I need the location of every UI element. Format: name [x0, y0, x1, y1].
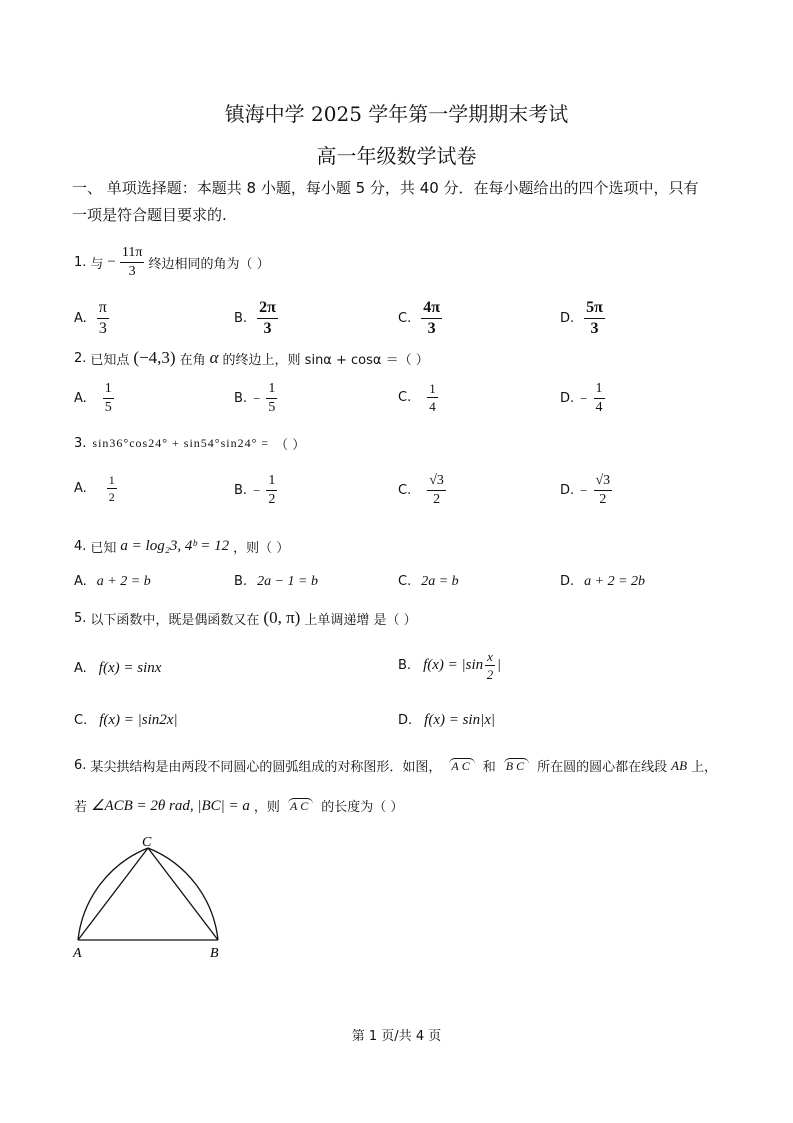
option-label: D.	[560, 391, 575, 406]
option-fraction	[584, 300, 605, 337]
angle-fraction	[120, 246, 145, 279]
option-d[interactable]	[560, 382, 605, 415]
option-fraction	[421, 300, 442, 337]
option-a[interactable]	[74, 574, 151, 590]
point-coordinates: (−4,3)	[133, 348, 176, 367]
interval: (0, π)	[263, 608, 301, 627]
question-number: 5.	[74, 610, 87, 626]
fraction-denominator: 2	[433, 492, 441, 507]
option-label: B.	[234, 311, 248, 326]
option-fraction	[103, 382, 114, 415]
fraction-numerator: 4π	[421, 300, 442, 319]
option-label: B.	[234, 483, 248, 498]
question-text: 上，	[691, 760, 718, 775]
question-6-line2	[74, 796, 403, 815]
fraction-numerator: x	[487, 649, 493, 664]
fraction-numerator: 11π	[120, 246, 145, 263]
fraction-numerator: π	[97, 300, 109, 319]
label-c: C	[142, 835, 152, 850]
question-text: 终边相同的角为（ ）	[148, 257, 270, 272]
option-text-post: |	[496, 657, 502, 673]
option-label: A.	[74, 391, 87, 406]
option-label: C.	[398, 574, 412, 589]
option-a[interactable]	[74, 382, 114, 415]
option-b[interactable]	[234, 474, 277, 507]
option-label: A.	[74, 311, 87, 326]
option-sign: −	[253, 482, 261, 498]
option-text: 2a = b	[421, 574, 459, 589]
option-text: a + 2 = b	[96, 574, 151, 589]
question-text: 的长度为（ ）	[321, 800, 404, 815]
fraction-denominator: 5	[268, 400, 276, 415]
option-sign: −	[580, 390, 588, 406]
option-fraction	[594, 382, 605, 415]
arc-bc: BC	[505, 758, 528, 773]
fraction-numerator: 1	[429, 381, 436, 396]
segment-bc-line	[148, 848, 218, 940]
question-6-line1	[74, 756, 717, 775]
option-label: A.	[74, 481, 87, 496]
option-fraction	[107, 474, 117, 503]
fraction-denominator: 3	[128, 264, 136, 279]
fraction-numerator: 1	[266, 474, 277, 491]
label-a: A	[73, 946, 82, 961]
fraction-numerator: 1	[266, 382, 277, 399]
question-5-options	[74, 650, 734, 740]
fraction-numerator: √3	[427, 474, 446, 491]
option-a[interactable]	[74, 474, 117, 503]
option-c[interactable]	[74, 712, 178, 729]
question-text: 以下函数中，既是偶函数又在	[90, 612, 260, 628]
fraction-numerator: 2π	[257, 300, 278, 319]
option-d[interactable]	[560, 474, 612, 507]
option-text: a + 2 = 2b	[584, 574, 646, 589]
question-4	[74, 537, 289, 556]
option-fraction	[97, 300, 109, 337]
trig-expression: sin36°cos24° + sin54°sin24° =	[92, 436, 270, 450]
fraction-denominator: 3	[98, 320, 107, 337]
fraction-numerator: 5π	[584, 300, 605, 319]
pointed-arch-figure	[66, 834, 236, 964]
question-text: 已知	[90, 541, 117, 556]
fraction-denominator: 2	[108, 490, 115, 504]
question-5	[74, 608, 417, 628]
option-fraction	[485, 650, 495, 681]
question-text: 与	[90, 257, 104, 272]
option-b[interactable]	[398, 650, 501, 681]
option-d[interactable]	[560, 300, 605, 337]
fraction-denominator: 2	[268, 492, 276, 507]
question-number: 2.	[74, 350, 87, 366]
fraction-denominator: 3	[427, 320, 436, 337]
question-text: ，则（ ）	[233, 541, 290, 556]
option-a[interactable]	[74, 660, 161, 677]
question-number: 1.	[74, 255, 87, 270]
fraction-denominator: 2	[599, 492, 607, 507]
fraction-denominator: 4	[429, 399, 436, 414]
option-fraction	[257, 300, 278, 337]
page-footer: 第 1 页/共 4 页	[351, 1029, 442, 1044]
fraction-denominator: 3	[263, 320, 272, 337]
option-fraction	[266, 474, 277, 507]
question-1	[74, 246, 270, 279]
question-text: 已知点	[90, 352, 130, 368]
option-text: 2a − 1 = b	[257, 574, 318, 589]
option-b[interactable]	[234, 300, 278, 337]
question-number: 3.	[74, 436, 87, 451]
option-fraction	[427, 382, 438, 413]
question-text: 某尖拱结构是由两段不同圆心的圆弧组成的对称图形．如图，	[90, 760, 442, 775]
question-text: 的终边上，则 sinα + cosα ＝（ ）	[222, 352, 429, 368]
option-label: D.	[560, 311, 575, 326]
fraction-numerator: 1	[103, 382, 114, 399]
option-label: C.	[398, 483, 412, 498]
option-label: B.	[234, 391, 248, 406]
fraction-numerator: 1	[108, 473, 115, 487]
option-fraction	[427, 474, 446, 507]
angle-sign: −	[107, 254, 116, 270]
option-d[interactable]	[398, 712, 495, 729]
math-expression: ∠ACB = 2θ rad, |BC| = a	[91, 798, 250, 814]
exam-title: 镇海中学 2025 学年第一学期期末考试	[224, 102, 569, 126]
question-number: 4.	[74, 539, 87, 554]
option-label: A.	[74, 574, 87, 589]
question-text: ，则	[253, 800, 280, 815]
segment-ac-line	[78, 848, 148, 940]
fraction-denominator: 5	[104, 400, 112, 415]
section1-instructions-line1: 一、 单项选择题：本题共 8 小题，每小题 5 分，共 40 分．在每小题给出的四个选项中，只有	[72, 179, 699, 197]
option-label: B.	[398, 658, 412, 673]
option-b[interactable]	[234, 382, 277, 415]
fraction-denominator: 2	[486, 667, 494, 682]
question-number: 6.	[74, 758, 87, 773]
option-label: C.	[398, 390, 412, 405]
option-text: f(x) = sinx	[98, 660, 162, 676]
option-label: C.	[74, 713, 88, 728]
question-text: 上单调递增 是（ ）	[304, 612, 417, 628]
option-a[interactable]	[74, 300, 109, 337]
option-c[interactable]	[398, 474, 446, 507]
option-text: f(x) = |sin2x|	[99, 712, 178, 728]
question-text: （ ）	[275, 438, 306, 453]
question-text: 在角	[179, 352, 206, 368]
fraction-denominator: 4	[595, 400, 603, 415]
option-fraction	[594, 474, 613, 507]
option-b[interactable]	[234, 574, 318, 590]
option-c[interactable]	[398, 382, 438, 413]
segment-ab: AB	[671, 757, 688, 773]
angle-symbol: α	[209, 348, 219, 367]
option-text-pre: f(x) = |sin	[423, 657, 484, 673]
question-text: 和	[482, 760, 496, 775]
fraction-numerator: √3	[594, 474, 613, 491]
option-c[interactable]	[398, 574, 459, 590]
option-label: A.	[74, 661, 87, 676]
option-c[interactable]	[398, 300, 442, 337]
question-text: 若	[74, 800, 88, 815]
arc-ac: AC	[451, 758, 473, 773]
exam-subtitle: 高一年级数学试卷	[316, 144, 477, 168]
option-text	[423, 650, 501, 681]
option-sign: −	[580, 482, 588, 498]
option-label: C.	[398, 311, 412, 326]
option-label: D.	[560, 483, 575, 498]
option-d[interactable]	[560, 574, 645, 590]
option-label: D.	[560, 574, 575, 589]
question-text: 所在圆的圆心都在线段	[537, 760, 668, 775]
arc-ac: AC	[289, 798, 312, 813]
option-label: B.	[234, 574, 248, 589]
option-sign: −	[253, 390, 261, 406]
question-3	[74, 434, 305, 453]
section1-instructions-line2: 一项是符合题目要求的.	[72, 206, 227, 224]
option-fraction	[266, 382, 277, 415]
question-2	[74, 348, 429, 368]
option-label: D.	[398, 713, 413, 728]
label-b: B	[210, 946, 219, 961]
fraction-numerator: 1	[594, 382, 605, 399]
math-expression: a = log₂3, 4ᵇ = 12	[120, 538, 230, 554]
fraction-denominator: 3	[590, 320, 599, 337]
option-text: f(x) = sin|x|	[424, 712, 496, 728]
